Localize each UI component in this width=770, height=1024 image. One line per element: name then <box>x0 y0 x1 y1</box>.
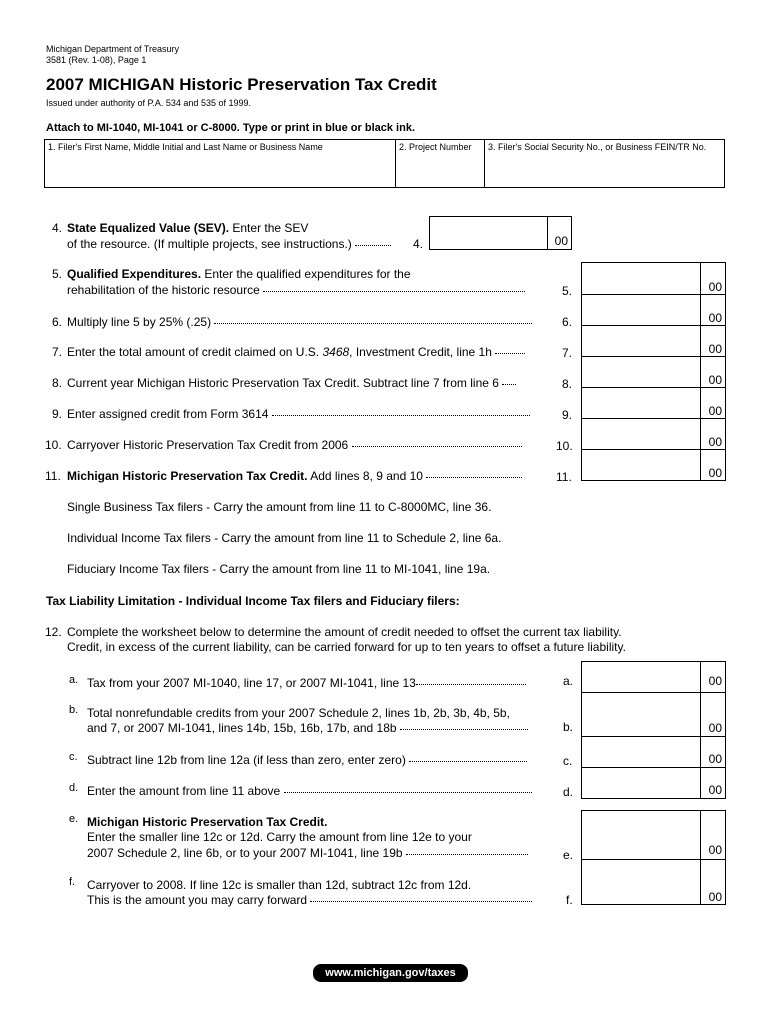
line-12e-amount-box[interactable] <box>581 810 726 860</box>
line-12-number: 12. <box>45 625 62 639</box>
line-6-cents: 00 <box>708 311 722 325</box>
line-10-ref: 10. <box>556 439 573 453</box>
line-6-label <box>67 315 532 329</box>
line-12e-text2: 2007 Schedule 2, line 6b, or to your 2007 MI-1041, line 19b <box>87 846 403 860</box>
website-link[interactable]: www.michigan.gov/taxes <box>313 964 468 982</box>
line-12e-bold: Michigan Historic Preservation Tax Credit. <box>87 815 328 829</box>
line-12b-cents: 00 <box>708 721 722 735</box>
line-7-text1: Enter the total amount of credit claimed on U.S. <box>67 345 323 359</box>
line-9-number: 9. <box>52 407 63 421</box>
line-5-text2: rehabilitation of the historic resource <box>67 283 260 297</box>
line-12d-cents: 00 <box>708 783 722 797</box>
line-11-cents: 00 <box>708 466 722 480</box>
line-12a-label <box>87 676 526 690</box>
line-4-label <box>67 221 308 235</box>
filer-name-field[interactable] <box>45 140 396 187</box>
line-7-form-number: 3468 <box>322 345 350 359</box>
line-11-text: Add lines 8, 9 and 10 <box>307 469 423 483</box>
line-9-cents: 00 <box>708 404 722 418</box>
line-12b-ref: b. <box>563 720 574 734</box>
line-12f-cents: 00 <box>708 890 722 904</box>
line-10-amount-box[interactable] <box>581 418 726 450</box>
line-12e-label-3 <box>87 846 528 860</box>
line-12c-label <box>87 753 527 767</box>
line-4-bold: State Equalized Value (SEV). <box>67 221 230 235</box>
line-12a-ref: a. <box>563 674 574 688</box>
line-11-bold: Michigan Historic Preservation Tax Credit. <box>67 469 308 483</box>
page-title: 2007 MICHIGAN Historic Preservation Tax Credit <box>46 75 437 94</box>
ssn-fein-label: 3. Filer's Social Security No., or Business FEIN/TR No. <box>488 142 707 152</box>
line-11-ref: 11. <box>556 470 572 484</box>
filer-name-label: 1. Filer's First Name, Middle Initial and Last Name or Business Name <box>48 142 323 152</box>
line-12a-text: Tax from your 2007 MI-1040, line 17, or 2007 MI-1041, line 13 <box>87 676 416 690</box>
line-12f-label-2 <box>87 893 532 907</box>
line-12a-amount-box[interactable] <box>581 661 726 693</box>
line-7-number: 7. <box>52 345 63 359</box>
line-6-ref: 6. <box>562 315 573 329</box>
line-4-text1: Enter the SEV <box>229 221 309 235</box>
line-12-text1: Complete the worksheet below to determine the amount of credit needed to offset the current tax liability. <box>67 625 622 639</box>
line-7-ref: 7. <box>562 346 573 360</box>
line-12e-cents: 00 <box>708 843 722 857</box>
department-name: Michigan Department of Treasury <box>46 44 180 54</box>
line-7-text3: , Investment Credit, line 1h <box>349 345 492 359</box>
line-9-ref: 9. <box>562 408 573 422</box>
line-8-text: Current year Michigan Historic Preservation Tax Credit. Subtract line 7 from line 6 <box>67 376 499 390</box>
line-7-cents: 00 <box>708 342 722 356</box>
line-5-label-2 <box>67 283 525 297</box>
project-number-label: 2. Project Number <box>399 142 472 152</box>
line-12f-text2: This is the amount you may carry forward <box>87 893 308 907</box>
line-12d-letter: d. <box>69 782 79 794</box>
line-12b-amount-box[interactable] <box>581 692 726 737</box>
limitation-heading: Tax Liability Limitation - Individual Income Tax filers and Fiduciary filers: <box>46 594 460 608</box>
line-12e-text1: Enter the smaller line 12c or 12d. Carry the amount from line 12e to your <box>87 830 472 844</box>
filer-info-box <box>44 139 725 188</box>
line-12f-letter: f. <box>69 876 76 888</box>
line-9-text: Enter assigned credit from Form 3614 <box>67 407 269 421</box>
line-10-label <box>67 438 522 452</box>
line-4-amount-box[interactable] <box>429 216 572 250</box>
line-5-text1: Enter the qualified expenditures for the <box>201 267 411 281</box>
line-6-amount-box[interactable] <box>581 294 726 326</box>
line-7-amount-box[interactable] <box>581 325 726 357</box>
carry-note-individual: Individual Income Tax filers - Carry the amount from line 11 to Schedule 2, line 6a. <box>67 531 502 545</box>
carry-note-sbt: Single Business Tax filers - Carry the amount from line 11 to C-8000MC, line 36. <box>67 500 492 514</box>
line-6-number: 6. <box>52 315 63 329</box>
line-12e-ref: e. <box>563 848 574 862</box>
line-9-label <box>67 407 530 421</box>
line-4-ref: 4. <box>413 237 424 251</box>
line-4-cents: 00 <box>554 234 568 248</box>
line-12-text2: Credit, in excess of the current liability, can be carried forward for up to ten years to offset a future liability. <box>67 640 626 654</box>
line-9-amount-box[interactable] <box>581 387 726 419</box>
carry-note-fiduciary: Fiduciary Income Tax filers - Carry the amount from line 11 to MI-1041, line 19a. <box>67 562 491 576</box>
line-8-label <box>67 376 516 390</box>
line-12f-amount-box[interactable] <box>581 859 726 905</box>
line-12b-letter: b. <box>69 704 79 716</box>
line-12f-text1: Carryover to 2008. If line 12c is smaller than 12d, subtract 12c from 12d. <box>87 878 472 892</box>
line-12d-amount-box[interactable] <box>581 767 726 799</box>
line-12c-text: Subtract line 12b from line 12a (if less than zero, enter zero) <box>87 753 406 767</box>
line-8-amount-box[interactable] <box>581 356 726 388</box>
project-number-field[interactable] <box>396 140 485 187</box>
line-12d-ref: d. <box>563 785 574 799</box>
line-6-text: Multiply line 5 by 25% (.25) <box>67 315 212 329</box>
line-8-ref: 8. <box>562 377 573 391</box>
line-12e-letter: e. <box>69 813 79 825</box>
line-12b-text1: Total nonrefundable credits from your 2007 Schedule 2, lines 1b, 2b, 3b, 4b, 5b, <box>87 706 510 720</box>
line-12c-letter: c. <box>69 751 78 763</box>
line-11-amount-box[interactable] <box>581 449 726 481</box>
line-12a-cents: 00 <box>708 674 722 688</box>
line-8-number: 8. <box>52 376 63 390</box>
line-12c-ref: c. <box>563 754 573 768</box>
line-8-cents: 00 <box>708 373 722 387</box>
attach-instruction: Attach to MI-1040, MI-1041 or C-8000. Type or print in blue or black ink. <box>46 122 415 134</box>
line-10-number: 10. <box>45 438 62 452</box>
line-7-label <box>67 345 525 359</box>
line-12b-label-2 <box>87 721 528 735</box>
line-12d-label <box>87 784 532 798</box>
line-4-label-2 <box>67 237 391 251</box>
line-12c-amount-box[interactable] <box>581 736 726 768</box>
line-10-cents: 00 <box>708 435 722 449</box>
form-revision: 3581 (Rev. 1-08), Page 1 <box>46 55 147 65</box>
line-12a-letter: a. <box>69 674 79 686</box>
line-12f-ref: f. <box>566 893 573 907</box>
line-5-amount-box[interactable] <box>581 262 726 295</box>
line-11-number: 11. <box>45 469 61 483</box>
line-12d-text: Enter the amount from line 11 above <box>87 784 281 798</box>
line-5-ref: 5. <box>562 284 573 298</box>
line-11-label <box>67 469 522 483</box>
line-5-number: 5. <box>52 267 63 281</box>
line-12b-text2: and 7, or 2007 MI-1041, lines 14b, 15b, 16b, 17b, and 18b <box>87 721 397 735</box>
ssn-fein-field[interactable] <box>485 140 724 187</box>
line-12c-cents: 00 <box>708 752 722 766</box>
line-4-number: 4. <box>52 221 63 235</box>
line-5-label <box>67 267 411 281</box>
line-4-text2: of the resource. (If multiple projects, see instructions.) <box>67 237 352 251</box>
line-5-bold: Qualified Expenditures. <box>67 267 202 281</box>
line-10-text: Carryover Historic Preservation Tax Credit from 2006 <box>67 438 349 452</box>
line-5-cents: 00 <box>708 280 722 294</box>
authority-note: Issued under authority of P.A. 534 and 535 of 1999. <box>46 98 251 108</box>
